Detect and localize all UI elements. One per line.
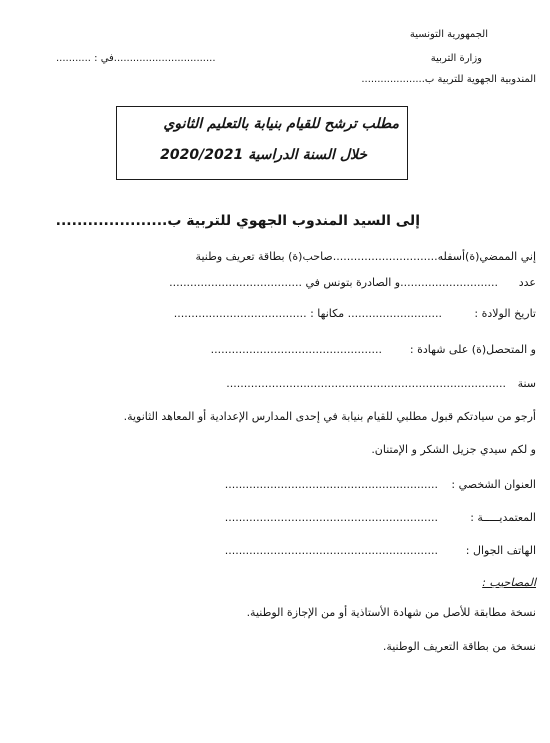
form-line-4-label: و المتحصل(ة) على شهادة : xyxy=(409,343,536,356)
thanks-paragraph: و لكم سيدي جزيل الشكر و الإمتنان. xyxy=(371,443,536,456)
delegation-dots: ............................................................. xyxy=(224,511,438,524)
header-delegation xyxy=(361,73,536,87)
form-line-2-label: عدد xyxy=(518,276,536,289)
form-line-4-dots: ................................................. xyxy=(210,343,382,356)
header-republic: الجمهورية التونسية xyxy=(409,29,488,40)
title-line-2: خلال السنة الدراسية 2020/2021 xyxy=(160,147,367,163)
address-label: العنوان الشخصي : xyxy=(451,478,536,491)
addressee xyxy=(56,214,420,228)
attachments-heading: المصاحيب : xyxy=(482,576,536,589)
title-box xyxy=(116,106,408,180)
delegation-label: المعتمديـــــة : xyxy=(470,511,536,524)
phone-dots: ............................................................. xyxy=(224,544,438,557)
phone-label: الهاتف الجوال : xyxy=(465,544,536,557)
address-dots: ............................................................. xyxy=(224,478,438,491)
header-delegation-dots: .................... xyxy=(361,74,425,85)
form-line-3-label: تاريخ الولادة : xyxy=(474,307,536,320)
form-line-3-text: ........................... مكانها : ...................................... xyxy=(173,307,442,320)
addressee-dots: ..................... xyxy=(55,213,168,229)
title-line-1: مطلب ترشح للقيام بنيابة بالتعليم الثانوي xyxy=(163,116,399,132)
attachment-item-1: نسخة مطابقة للأصل من شهادة الأستاذية أو من الإجازة الوطنية. xyxy=(246,606,536,619)
header-ministry: وزارة التربية xyxy=(430,53,482,64)
form-line-5-dots: ................................................................................ xyxy=(226,377,506,390)
header-delegation-text: المندوبية الجهوية للتربية ب xyxy=(424,74,536,85)
header-place-date: ................................في : ........... xyxy=(56,53,216,64)
form-line-1: إني الممضي(ة)أسفله..............................صاحب(ة) بطاقة تعريف وطنية xyxy=(195,250,536,263)
request-paragraph: أرجو من سيادتكم قبول مطلبي للقيام بنيابة في إحدى المدارس الإعدادية أو المعاهد الثانوية. xyxy=(123,410,536,423)
form-line-5-label: سنة xyxy=(517,377,536,390)
addressee-text: إلى السيد المندوب الجهوي للتربية ب xyxy=(167,213,420,229)
attachment-item-2: نسخة من بطاقة التعريف الوطنية. xyxy=(382,640,536,653)
form-line-2-text: ............................و الصادرة بتونس في ...................................... xyxy=(169,276,498,289)
